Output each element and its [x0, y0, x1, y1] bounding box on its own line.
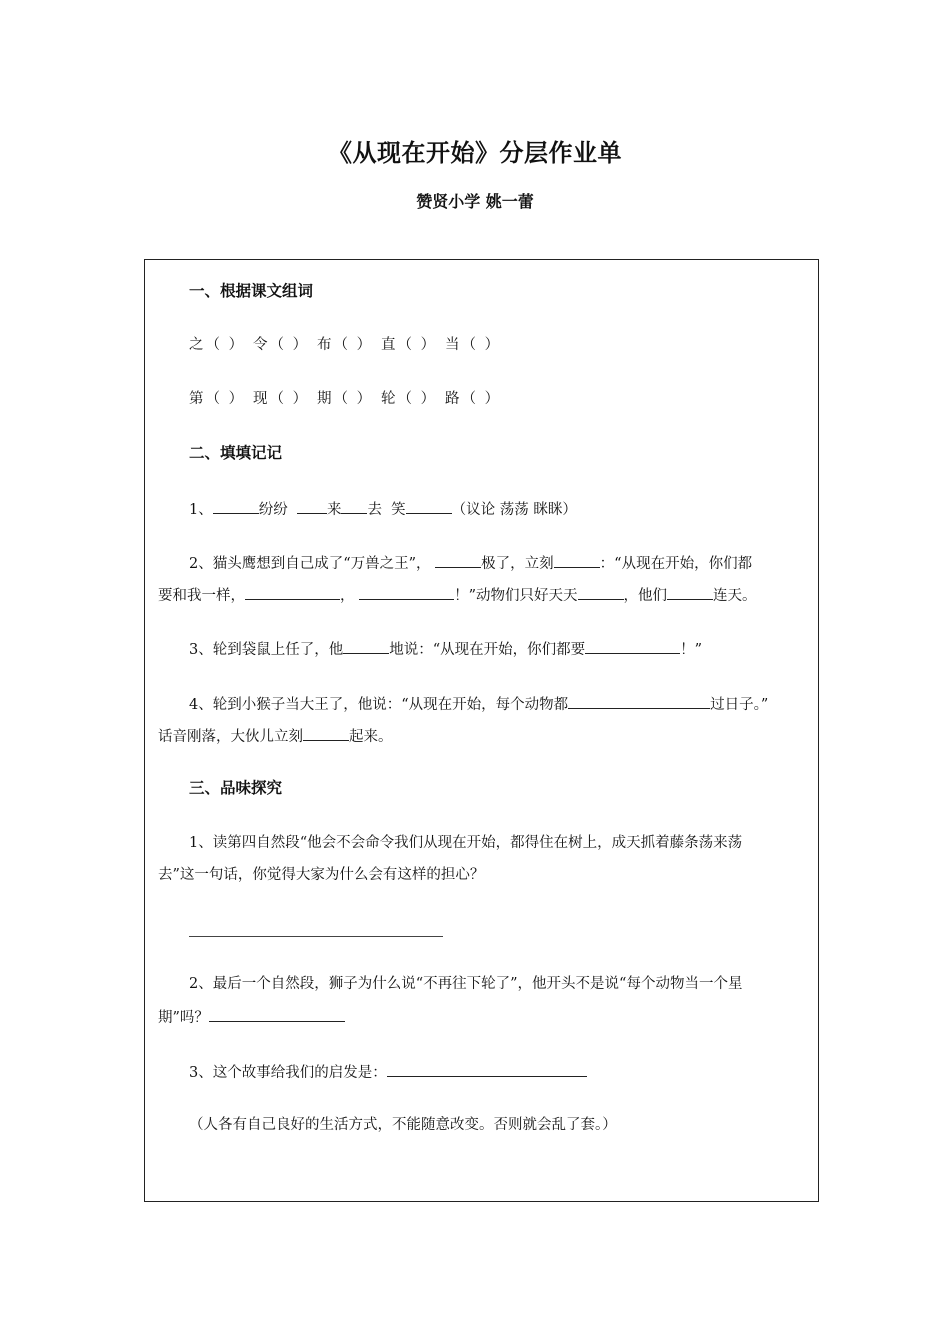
- fill-blank[interactable]: [667, 584, 713, 600]
- fill-blank[interactable]: [341, 498, 367, 514]
- q4-text: 话音刚落，大伙儿立刻: [158, 729, 303, 745]
- fill-question-4-line1: [189, 693, 768, 715]
- q3-text: ！”: [680, 642, 703, 658]
- fill-blank[interactable]: [303, 725, 349, 741]
- word-item: 第（ ）: [189, 391, 246, 407]
- q1-number: 1、: [189, 502, 213, 518]
- q4-text: 起来。: [349, 729, 393, 745]
- q2-text: ，他们: [623, 588, 668, 604]
- q3-text: 3、轮到袋鼠上任了，他: [189, 642, 344, 658]
- word-item: 当（ ）: [445, 337, 502, 353]
- fill-question-2-line2: [158, 584, 757, 606]
- q2-text: 要和我一样，: [158, 588, 245, 604]
- question-2-line1: 2、最后一个自然段，狮子为什么说“不再往下轮了”，他开头不是说“每个动物当一个星: [189, 976, 743, 992]
- q3-text: 地说：“从现在开始，你们都要: [389, 642, 586, 658]
- fill-blank[interactable]: [213, 498, 259, 514]
- q2-text: 极了，立刻: [481, 556, 554, 572]
- section3-heading: 三、品味探究: [189, 779, 283, 797]
- fill-question-3: [189, 638, 702, 660]
- fill-question-1: [189, 498, 577, 520]
- fill-blank[interactable]: [343, 638, 389, 654]
- q2-text: 2、猫头鹰想到自己成了“万兽之王”，: [189, 556, 431, 572]
- q2-text: ：“从现在开始，你们都: [599, 556, 753, 572]
- q1-word: 纷纷: [258, 502, 288, 518]
- page-title: 《从现在开始》分层作业单: [328, 139, 622, 167]
- fill-question-2-line1: [189, 552, 752, 574]
- author-line: 赞贤小学 姚一蕾: [416, 192, 534, 211]
- fill-blank[interactable]: [568, 693, 710, 709]
- fill-blank[interactable]: [554, 552, 600, 568]
- fill-blank[interactable]: [578, 584, 624, 600]
- q-text: 期”吗？: [158, 1010, 209, 1026]
- section1-heading: 一、根据课文组词: [189, 282, 314, 300]
- q1-word: 笑: [391, 502, 406, 518]
- fill-blank[interactable]: [359, 584, 454, 600]
- fill-blank[interactable]: [245, 584, 340, 600]
- reference-answer: （人各有自己良好的生活方式，不能随意改变。否则就会乱了套。）: [189, 1117, 617, 1133]
- fill-blank[interactable]: [297, 498, 327, 514]
- q2-text: ，: [340, 588, 355, 604]
- word-item: 现（ ）: [253, 391, 310, 407]
- q-text: 3、这个故事给我们的启发是：: [189, 1065, 387, 1081]
- question-3: [189, 1061, 587, 1083]
- q2-text: 连天。: [713, 588, 757, 604]
- section2-heading: 二、填填记记: [189, 444, 283, 462]
- question-1-line1: 1、读第四自然段“他会不会命令我们从现在开始，都得住在树上，成天抓着藤条荡来荡: [189, 835, 743, 851]
- word-item: 之（ ）: [189, 337, 246, 353]
- fill-blank[interactable]: [209, 1006, 345, 1022]
- question-1-line2: 去”这一句话，你觉得大家为什么会有这样的担心？: [158, 867, 485, 883]
- word-item: 直（ ）: [381, 337, 438, 353]
- q1-word: 来: [326, 502, 342, 518]
- fill-blank[interactable]: [387, 1061, 587, 1077]
- q1-hint: （议论 荡荡 眯眯）: [451, 502, 577, 518]
- fill-blank[interactable]: [585, 638, 680, 654]
- q2-text: ！”动物们只好天天: [454, 588, 578, 604]
- word-item: 期（ ）: [317, 391, 374, 407]
- q4-text: 过日子。”: [710, 697, 769, 713]
- word-item: 令（ ）: [253, 337, 310, 353]
- q1-word: 去: [367, 502, 382, 518]
- fill-blank[interactable]: [406, 498, 452, 514]
- word-item: 路（ ）: [445, 391, 502, 407]
- fill-blank[interactable]: [435, 552, 481, 568]
- word-item: 轮（ ）: [381, 391, 438, 407]
- answer-line[interactable]: [189, 936, 443, 937]
- question-2-line2: [158, 1006, 345, 1028]
- q4-text: 4、轮到小猴子当大王了，他说：“从现在开始，每个动物都: [189, 697, 569, 713]
- word-item: 布（ ）: [317, 337, 374, 353]
- fill-question-4-line2: [158, 725, 393, 747]
